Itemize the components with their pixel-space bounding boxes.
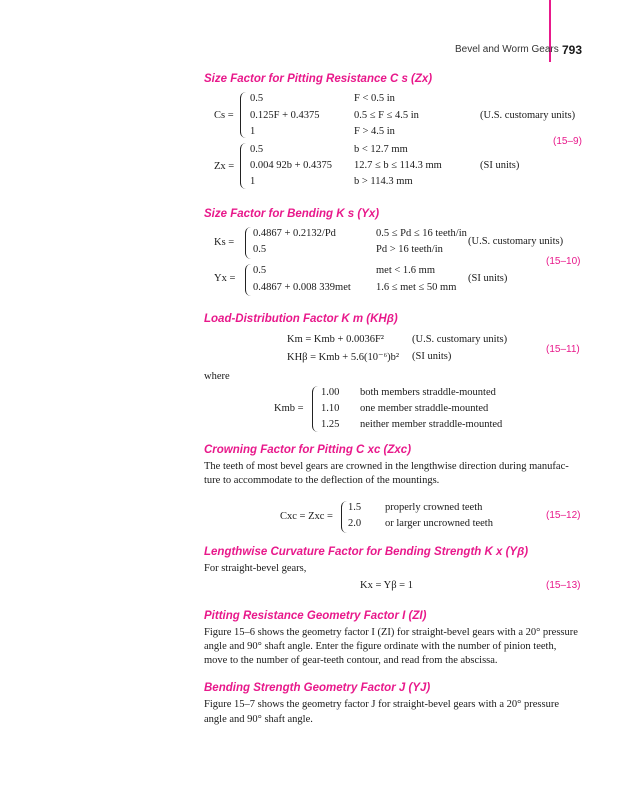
eq-number-15-10: (15–10) [546, 256, 581, 267]
cxc-lhs: Cxc = Zxc = [280, 511, 333, 522]
pitting-geometry-line2: angle and 90° shaft angle. Enter the figure ordinate with the number of pinion teeth, [204, 641, 557, 652]
cxc-brace [341, 501, 347, 533]
zx-note: (SI units) [480, 160, 520, 171]
pitting-geometry-line3: move to the number of gear-teeth contour, and read from the abscissa. [204, 655, 498, 666]
zx-row2-expr: 1 [250, 176, 256, 187]
zx-row2-cond: b > 114.3 mm [354, 176, 413, 187]
eq-number-15-12: (15–12) [546, 510, 581, 521]
heading-load-distribution: Load-Distribution Factor K m (KHβ) [204, 313, 398, 325]
ks-row0-expr: 0.4867 + 0.2132/Pd [253, 228, 336, 239]
eq-number-15-13: (15–13) [546, 580, 581, 591]
cs-note: (U.S. customary units) [480, 110, 576, 121]
cs-row2-expr: 1 [250, 126, 256, 137]
cxc-row0-value: 1.5 [348, 502, 362, 513]
ks-row1-cond: Pd > 16 teeth/in [376, 244, 443, 255]
heading-size-pitting: Size Factor for Pitting Resistance C s (Zx) [204, 73, 433, 85]
kmb-lhs: Kmb = [274, 403, 304, 414]
kmb-row1-desc: one member straddle-mounted [360, 403, 489, 414]
cs-lhs: Cs = [214, 110, 234, 121]
yx-row1-cond: 1.6 ≤ met ≤ 50 mm [376, 282, 457, 293]
heading-lengthwise-curvature: Lengthwise Curvature Factor for Bending Strength K x (Yβ) [204, 546, 529, 558]
kmb-row0-value: 1.00 [321, 387, 340, 398]
cs-brace [240, 92, 247, 138]
heading-crowning: Crowning Factor for Pitting C xc (Zxc) [204, 444, 412, 456]
cs-row2-cond: F > 4.5 in [354, 126, 395, 137]
crowning-paragraph-line2: ture to accommodate to the deflection of the mountings. [204, 475, 440, 486]
kmb-row2-value: 1.25 [321, 419, 340, 430]
yx-brace [245, 264, 251, 296]
ks-row0-cond: 0.5 ≤ Pd ≤ 16 teeth/in [376, 228, 467, 239]
pitting-geometry-line1: Figure 15–6 shows the geometry factor I (ZI) for straight-bevel gears with a 20° pressure [204, 627, 578, 638]
zx-row0-cond: b < 12.7 mm [354, 144, 408, 155]
zx-lhs: Zx = [214, 161, 235, 172]
zx-row1-expr: 0.004 92b + 0.4375 [250, 160, 333, 171]
kmb-row1-value: 1.10 [321, 403, 340, 414]
eq-number-15-11: (15–11) [546, 344, 580, 355]
page-number: 793 [562, 43, 583, 57]
heading-size-bending: Size Factor for Bending K s (Yx) [204, 208, 380, 220]
zx-row0-expr: 0.5 [250, 144, 264, 155]
ks-brace [245, 227, 251, 259]
bending-geometry-line2: angle and 90° shaft angle. [204, 714, 313, 725]
yx-row0-expr: 0.5 [253, 265, 267, 276]
ks-row1-expr: 0.5 [253, 244, 267, 255]
cs-row1-expr: 0.125F + 0.4375 [250, 110, 320, 121]
km-equation: Km = Kmb + 0.0036F² [287, 334, 384, 345]
cs-row1-cond: 0.5 ≤ F ≤ 4.5 in [354, 110, 419, 121]
kmb-row0-desc: both members straddle-mounted [360, 387, 496, 398]
heading-bending-geometry: Bending Strength Geometry Factor J (YJ) [204, 682, 431, 694]
yx-lhs: Yx = [214, 273, 236, 284]
ks-note: (U.S. customary units) [468, 236, 564, 247]
zx-row1-cond: 12.7 ≤ b ≤ 114.3 mm [354, 160, 442, 171]
km-note: (U.S. customary units) [412, 334, 508, 345]
kmb-brace [312, 386, 319, 432]
zx-brace [240, 143, 247, 189]
heading-pitting-geometry: Pitting Resistance Geometry Factor I (ZI) [204, 610, 427, 622]
cxc-row1-value: 2.0 [348, 518, 362, 529]
lengthwise-paragraph: For straight-bevel gears, [204, 563, 307, 574]
cxc-row0-desc: properly crowned teeth [385, 502, 483, 513]
yx-note: (SI units) [468, 273, 508, 284]
cs-row0-expr: 0.5 [250, 93, 264, 104]
cs-row0-cond: F < 0.5 in [354, 93, 395, 104]
cxc-row1-desc: or larger uncrowned teeth [385, 518, 493, 529]
bending-geometry-line1: Figure 15–7 shows the geometry factor J for straight-bevel gears with a 20° pressure [204, 699, 559, 710]
khb-equation: KHβ = Kmb + 5.6(10⁻⁶)b² [287, 352, 400, 363]
crowning-paragraph-line1: The teeth of most bevel gears are crowned in the lengthwise direction during manufac- [204, 461, 569, 472]
kx-equation: Kx = Yβ = 1 [360, 580, 413, 591]
yx-row0-cond: met < 1.6 mm [376, 265, 436, 276]
where-label: where [204, 371, 230, 382]
eq-number-15-9: (15–9) [553, 136, 582, 147]
running-title: Bevel and Worm Gears [455, 44, 559, 55]
yx-row1-expr: 0.4867 + 0.008 339met [253, 282, 351, 293]
kmb-row2-desc: neither member straddle-mounted [360, 419, 503, 430]
ks-lhs: Ks = [214, 237, 235, 248]
khb-note: (SI units) [412, 351, 452, 362]
